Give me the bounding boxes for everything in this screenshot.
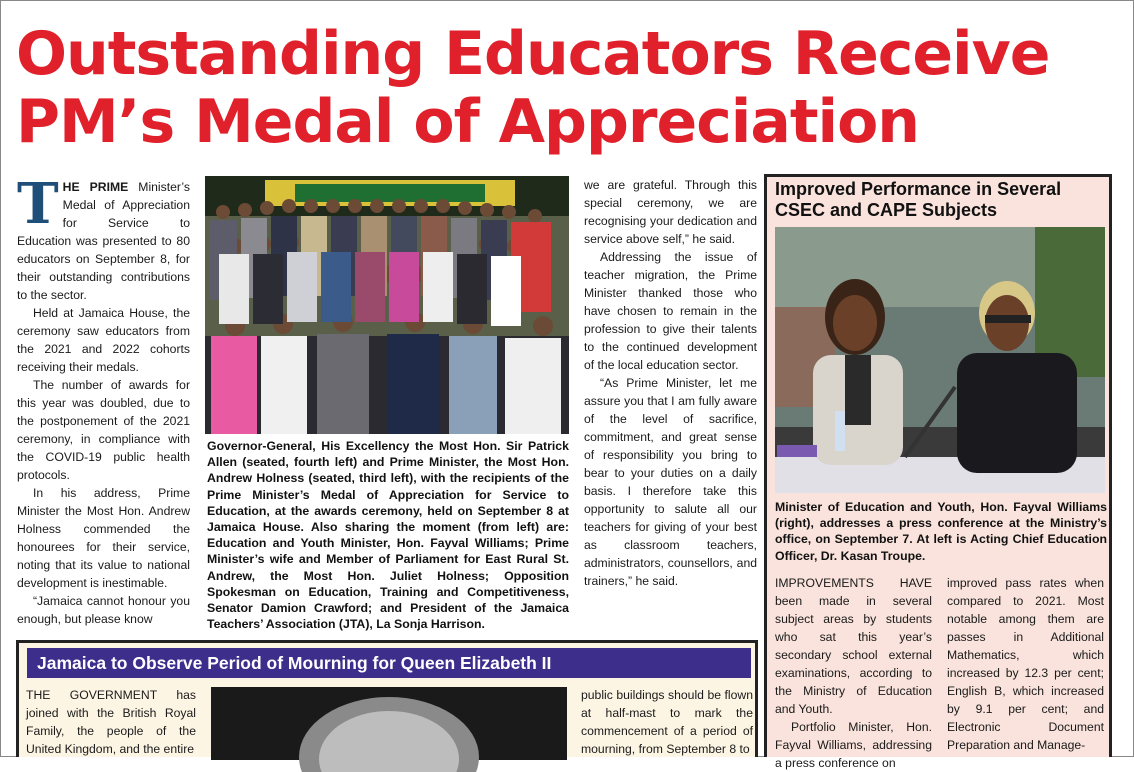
paragraph: IMPROVEMENTS HAVE been made in several subject areas by students who sat this year’s secondary school external examinations, according to the Ministry of Education and Youth.: [775, 576, 932, 716]
article-column-1: [17, 171, 190, 628]
sidebar-column-1: [775, 574, 932, 770]
paragraph: Portfolio Minister, Hon. Fayval Williams, addressing a press conference on: [775, 720, 932, 770]
queen-photo: [211, 687, 567, 760]
sidebar-title: Improved Performance in Several CSEC and CAPE Subjects: [775, 179, 1062, 220]
paragraph: “As Prime Minister, let me assure you that I am fully aware of the level of sacrifice, commitment, and great sense of responsibility you bring to bear to your duties on a daily basis. I therefore take this opportunity to salute all our teachers for giving of your best as classroom teachers, administrators, counsellors, and trainers,” he said.: [584, 376, 757, 588]
lead-paragraph: THE PRIME Minister’s Medal of Appreciation for Service to Education was presented to 80 educators on September 8, for their outstanding contributions to the sector.: [17, 171, 190, 302]
paragraph: “Jamaica cannot honour you enough, but please know: [17, 594, 190, 626]
paragraph: In his address, Prime Minister the Most Hon. Andrew Holness commended the honourees for their service, noting that its value to national development is inestimable.: [17, 486, 190, 590]
article-column-3: [584, 176, 757, 628]
headline: Outstanding Educators Receive PM’s Medal of Appreciation: [16, 19, 1050, 157]
sidebar-column-2: [947, 574, 1104, 760]
paragraph: public buildings should be flown at half-mast to mark the commencement of a period of mourning, from September 8 to: [581, 688, 753, 756]
paragraph: Addressing the issue of teacher migration, the Prime Minister thanked those who have chosen to remain in the profession to give their talents to the continued development of the local education sector.: [584, 250, 757, 372]
group-photo: [205, 176, 569, 434]
mourning-title: Jamaica to Observe Period of Mourning for Queen Elizabeth II: [37, 653, 552, 673]
mourning-story: [16, 640, 758, 757]
sidebar-story: [764, 174, 1112, 770]
mourning-title-bar: [27, 648, 751, 678]
mourning-column-2: [581, 686, 753, 760]
photo-caption: Governor-General, His Excellency the Most Hon. Sir Patrick Allen (seated, fourth left) and Prime Minister, the Most Hon. Andrew Holness (seated, third left), with the recipients of the Prime Minister’s Medal of Appreciation for Service to Education, at the awards ceremony, held on September 8 at Jamaica House. Also sharing the moment (from left) are: Education and Youth Minister, Hon. Fayval Williams; Prime Minister’s wife and Member of Parliament for East Rural St. Andrew, the Most Hon. Juliet Holness; Opposition Spokesman on Education, Training and Competitiveness, Senator Damion Crawford; and President of the Jamaica Teachers’ Association (JTA), La Sonja Harrison.: [207, 439, 569, 632]
paragraph: THE GOVERNMENT has joined with the British Royal Family, the people of the United Kingdom, and the entire: [26, 688, 196, 756]
paragraph: improved pass rates when compared to 2021. Most notable among them are passes in Additional Mathematics, which increased by 12.3 per cent; English B, which increased by 9.1 per cent; and Electronic Document Preparation and Manage-: [947, 576, 1104, 752]
paragraph: we are grateful. Through this special ceremony, we are recognising your dedication and service above self,” he said.: [584, 178, 757, 246]
paragraph: The number of awards for this year was doubled, due to the postponement of the 2021 ceremony, in compliance with the COVID-19 public health protocols.: [17, 378, 190, 482]
drop-cap: T: [17, 171, 59, 237]
paragraph: Held at Jamaica House, the ceremony saw educators from the 2021 and 2022 cohorts receiving their medals.: [17, 306, 190, 374]
mourning-column-1: [26, 686, 196, 760]
press-conference-photo: [775, 227, 1105, 493]
sidebar-photo-caption: Minister of Education and Youth, Hon. Fayval Williams (right), addresses a press conference at the Ministry’s office, on September 7. At left is Acting Chief Education Officer, Dr. Kasan Troupe.: [775, 500, 1107, 563]
